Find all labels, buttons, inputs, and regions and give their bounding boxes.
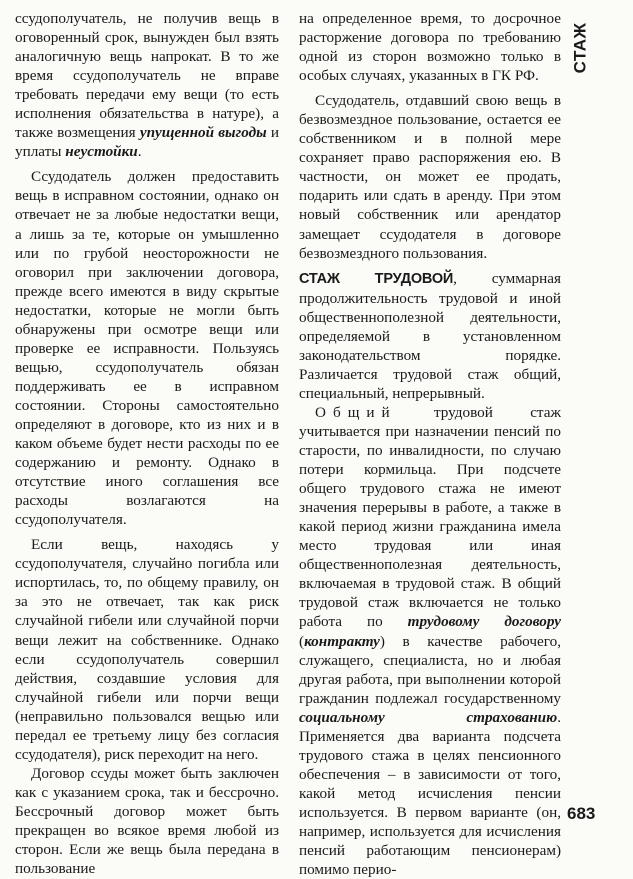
running-head [570, 18, 590, 78]
spaced-term-general: Общий [315, 403, 397, 421]
cross-reference-penalty[interactable]: неустойки [65, 143, 138, 161]
paragraph-risk-of-loss: Если вещь, находясь у ссудополучателя, случайно погибла или испортилась, то, по общему правилу, он за это не отвечает, так как риск случайной гибели или случайной порчи вещи лежит на собственнике. Однако если ссудополучатель совершил действия, создавшие условия для случайной гибели или порчи вещи (неправильно пользовался вещью или передал ее третьему лицу без согласия ссудодателя), риск переходит на него. [15, 536, 279, 763]
paragraph-lender-ownership: Ссудодатель, отдавший свою вещь в безвозмездное пользование, остается ее собственником и в полной мере сохраняет право распоряжения ею. В частности, он может ее продать, подарить или сдать в аренду. При этом новый собственник или арендатор замещает ссудодателя в договоре безвозмездного пользования. [299, 92, 561, 262]
paragraph-general-seniority: Общий трудовой стаж учитывается при назначении пенсий по старости, по инвалидности, по случаю потери кормильца. При подсчете общего трудового стажа не имеют значения перерывы в работе, а также в какой период жизни гражданина имела место трудовая или иная общественнополезная деятельность, включаемая в трудовой стаж. В общий трудовой стаж включается не только работа по трудовому договору (контракту) в качестве рабочего, служащего, специалиста, но и любая другая работа, при выполнении которой гражданин подлежал государственному социальному страхованию. Применяется два варианта подсчета трудового стажа в целях пенсионного обеспечения – в зависимости от того, какой метод исчисления пенсии используется. В первом варианте (он, например, используется для исчисления пенсий работающим пенсионерам) помимо перио- [299, 403, 562, 879]
paragraph-lender-duties: Ссудодатель должен предоставить вещь в исправном состоянии, однако он отвечает не за любые недостатки вещи, а лишь за те, которые он умышленно или по грубой неосторожности не оговорил при заключении договора, прежде всего имеются в виду скрытые недостатки, которые не могли быть обнаружены при осмотре вещи или проверке ее исправности. Пользуясь вещью, ссудополучатель обязан поддерживать ее в исправном состоянии. Стороны самостоятельно определяют в договоре, кто из них и в каком объеме будет нести расходы по ее содержанию и ремонту. Однако в отсутствие иного соглашения все расходы возлагаются на ссудополучателя. [15, 168, 279, 529]
right-column [299, 9, 561, 879]
cross-reference-contract[interactable]: контракту [304, 632, 380, 650]
paragraph-loan-obligations: ссудополучатель, не получив вещь в оговоренный срок, вынужден был взять аналогичную вещь напрокат. В то же время ссудополучатель не вправе требовать передачи ему вещи (то есть исполнения обязательства в натуре), а также возмещения упущенной выгоды и уплаты неустойки. [15, 10, 279, 161]
entry-headword: СТАЖ ТРУДОВОЙ [299, 270, 454, 287]
entry-labor-seniority: СТАЖ ТРУДОВОЙ, суммарная продолжительность трудовой и иной общественнополезной деятельности, определяемой в установленном законодательством порядке. Различается трудовой стаж общий, специальный, непрерывный. [299, 269, 561, 402]
cross-reference-labor-contract[interactable]: трудовому договору [407, 613, 562, 631]
paragraph-early-termination: на определенное время, то досрочное расторжение договора по требованию одной из сторон возможно только в особых случаях, указанных в ГК РФ. [299, 10, 561, 85]
cross-reference-social-insurance[interactable]: социальному страхованию [299, 708, 558, 726]
page-number: 683 [567, 804, 596, 823]
cross-reference-lost-profit[interactable]: упущенной выгоды [139, 124, 267, 142]
running-head-label: СТАЖ [570, 22, 589, 74]
left-column [15, 9, 279, 878]
paragraph-loan-term: Договор ссуды может быть заключен как с указанием срока, так и бессрочно. Бессрочный договор может быть прекращен во всякое время любой из сторон. Если же вещь была передана в пользование [15, 764, 279, 878]
